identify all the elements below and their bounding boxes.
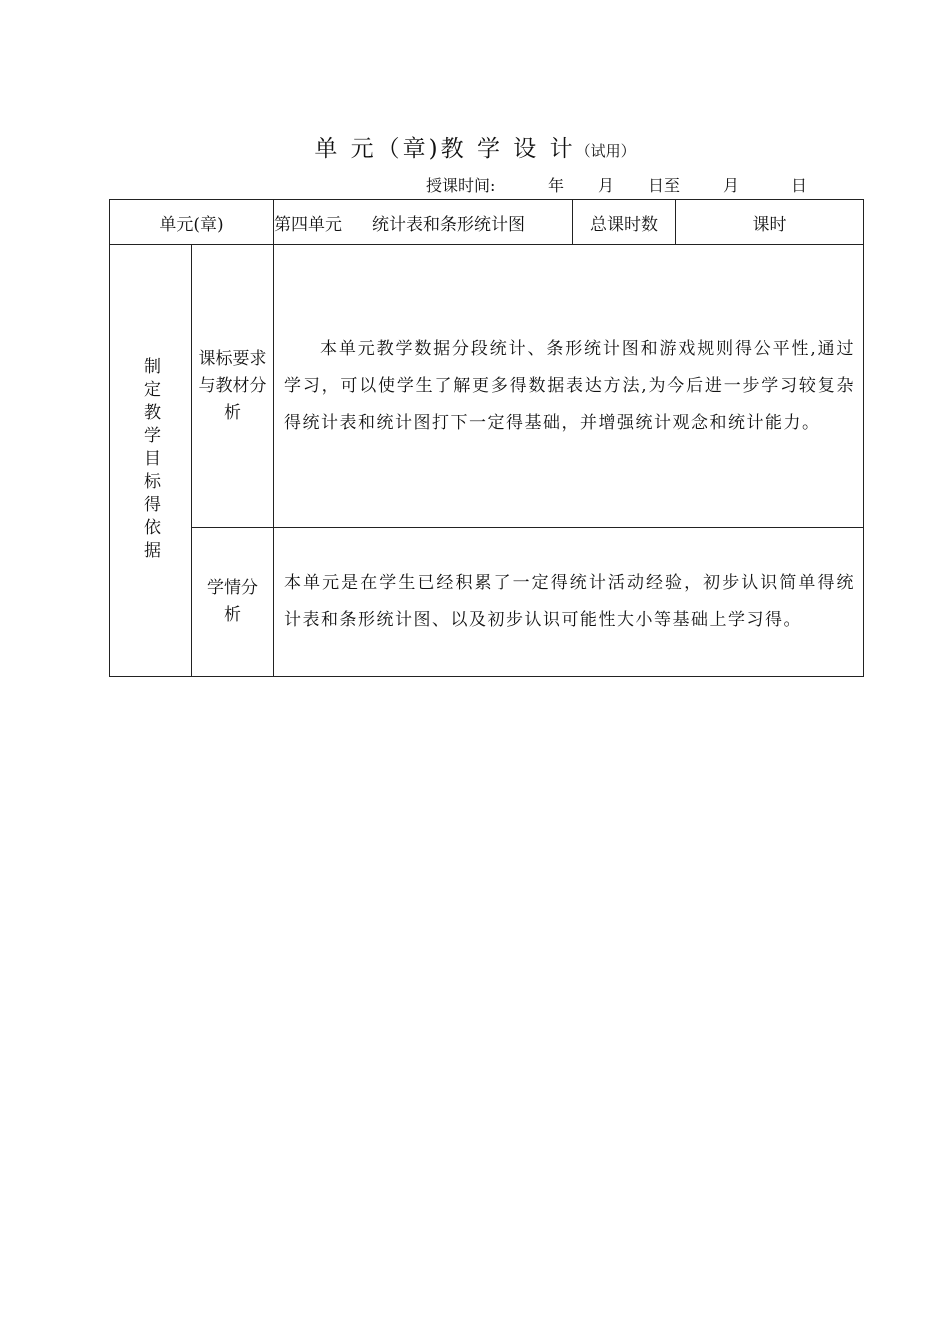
date-year: 年 xyxy=(548,176,565,195)
unit-title: 统计表和条形统计图 xyxy=(372,214,526,235)
basis-label-cell xyxy=(110,245,192,677)
total-hours-label: 总课时数 xyxy=(573,200,676,245)
students-label-cell xyxy=(192,528,274,677)
hours-unit: 课时 xyxy=(676,200,864,245)
date-month-end: 月 xyxy=(723,176,740,195)
unit-plan-table xyxy=(109,199,864,677)
students-content-cell xyxy=(274,528,864,677)
students-label: 学情分析 xyxy=(207,578,258,625)
date-day-to: 日至 xyxy=(648,176,681,195)
students-row xyxy=(110,528,864,677)
unit-number: 第四单元 xyxy=(274,214,343,235)
curriculum-text: 本单元教学数据分段统计、条形统计图和游戏规则得公平性,通过学习，可以使学生了解更多得数据表达方法,为今后进一步学习较复杂得统计表和统计图打下一定得基础，并增强统计观念和统计能力。 xyxy=(284,338,856,433)
curriculum-row xyxy=(110,245,864,528)
unit-header-row xyxy=(110,200,864,245)
title-text: 单 元（章)教 学 设 计 xyxy=(314,136,576,162)
teaching-date-line xyxy=(426,175,826,197)
curriculum-content-cell xyxy=(274,245,864,528)
date-label: 授课时间: xyxy=(426,176,496,195)
students-text: 本单元是在学生已经积累了一定得统计活动经验，初步认识简单得统计表和条形统计图、以及初步认识可能性大小等基础上学习得。 xyxy=(284,573,856,630)
unit-name-cell xyxy=(274,200,573,245)
date-month: 月 xyxy=(598,176,615,195)
basis-label: 制定教学目标得依据 xyxy=(140,357,160,564)
page-title xyxy=(0,132,950,168)
title-note: （试用） xyxy=(575,142,636,160)
unit-label-cell: 单元(章) xyxy=(110,200,274,245)
curriculum-label: 课标要求与教材分析 xyxy=(198,348,267,423)
curriculum-label-cell xyxy=(192,245,274,528)
date-day-end: 日 xyxy=(791,176,808,195)
